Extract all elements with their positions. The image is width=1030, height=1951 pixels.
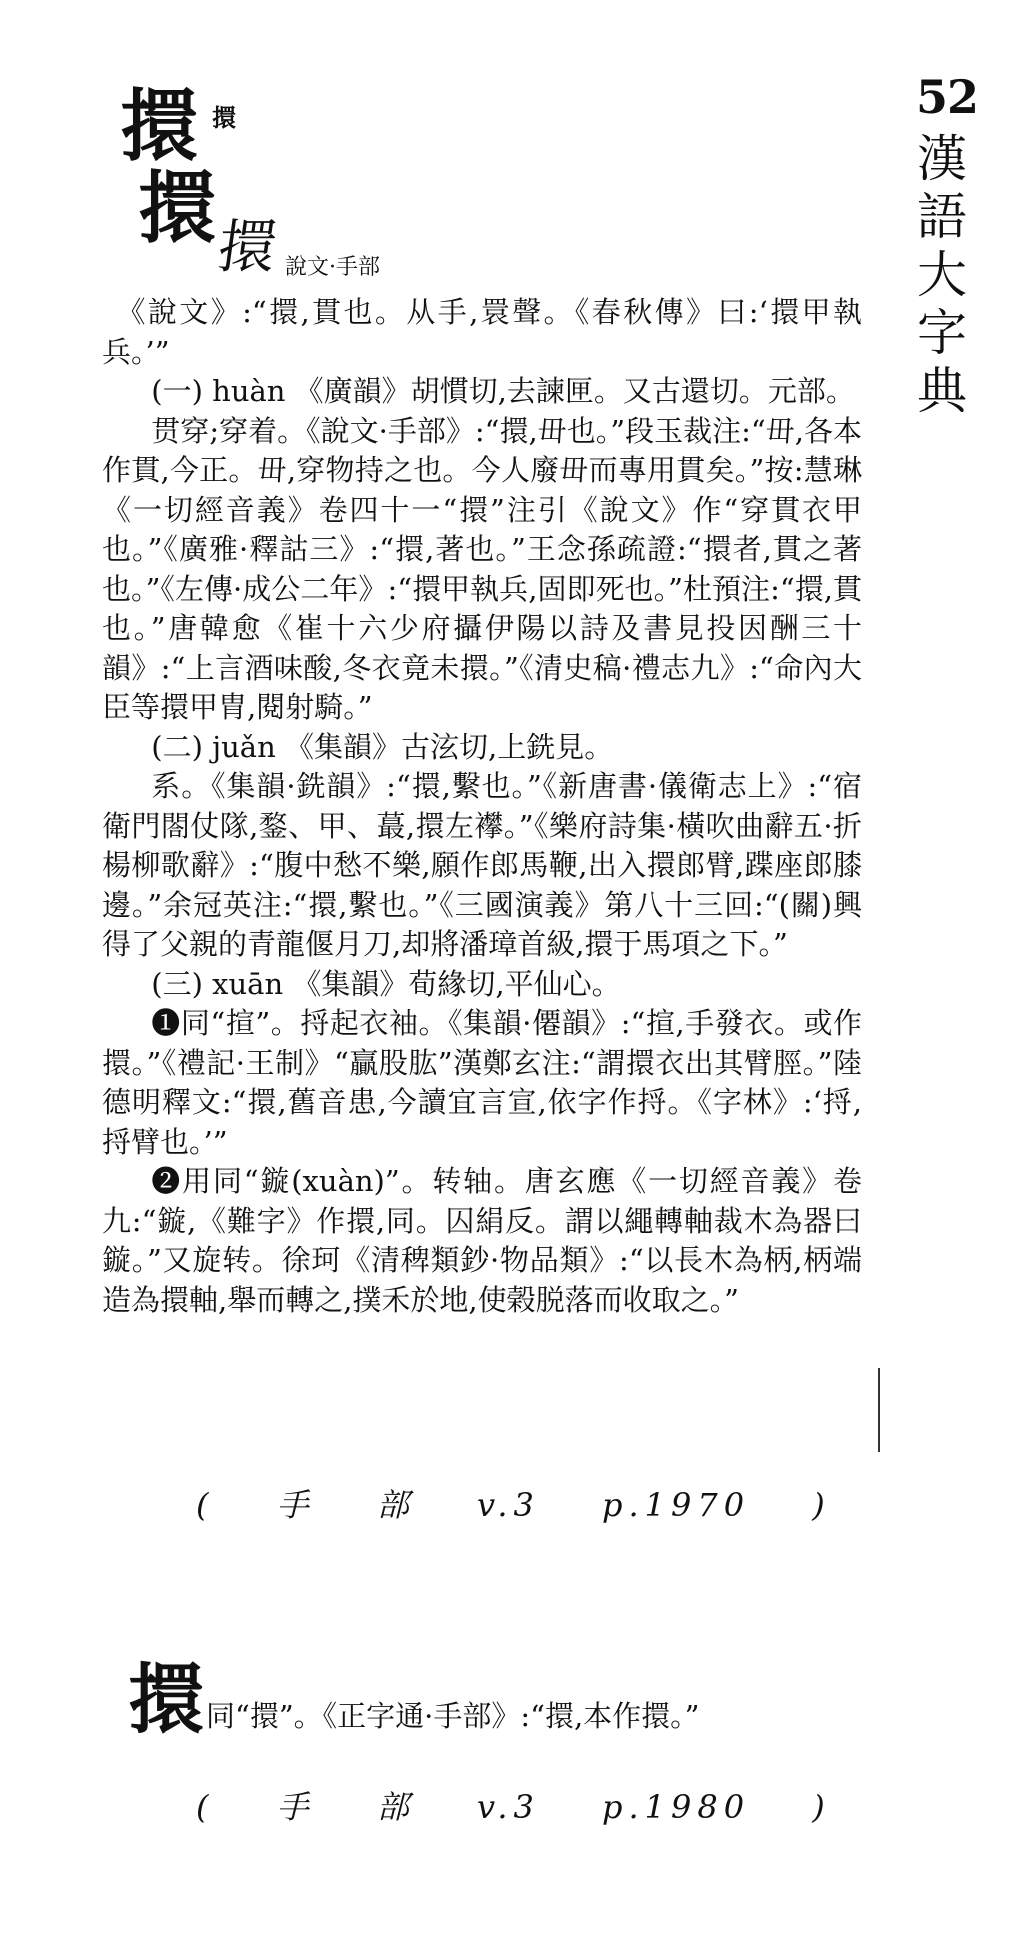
entry-2-definition: 同“擐”。《正字通·手部》:“擐,本作擐。” bbox=[206, 1699, 700, 1733]
ref-volume: v.3 bbox=[477, 1788, 540, 1826]
reading-3-header: (三) xuān 《集韻》荀緣切,平仙心。 bbox=[151, 966, 621, 1001]
ref-page: p.1980 bbox=[602, 1788, 751, 1826]
reading-2-header: (二) juǎn 《集韻》古泫切,上銑見。 bbox=[151, 729, 614, 764]
ref-close-paren: ) bbox=[812, 1788, 831, 1826]
ref-open-paren: ( bbox=[196, 1788, 215, 1826]
headword-variant: 擐 bbox=[120, 81, 199, 172]
page-number: 52 bbox=[915, 70, 978, 124]
ref-volume: v.3 bbox=[477, 1486, 540, 1524]
dictionary-title: 漢語大字典 bbox=[917, 130, 967, 420]
reading-2-definition: 系。《集韻·銑韻》:“擐,繫也。”《新唐書·儀衛志上》:“宿衛門閤仗隊,鍪、甲、蕞,擐左襻。”《樂府詩集·橫吹曲辭五·折楊柳歌辭》:“腹中愁不樂,願作郎馬鞭,出入擐郎臂,蹀座郎膝邊。”余冠英注:“擐,繫也。”《三國演義》第八十三回:“(關)興得了父親的青龍偃月刀,却將潘璋首級,擐于馬項之下。” bbox=[102, 769, 862, 961]
ref-radical: 手 bbox=[276, 1788, 315, 1826]
headword-entry-2: 擐 bbox=[128, 1655, 204, 1744]
reading-1-header: (一) huàn 《廣韻》胡慣切,去諫匣。又古還切。元部。 bbox=[151, 374, 855, 408]
ref-page: p.1970 bbox=[602, 1486, 751, 1524]
reading-3-sense-1: ❶同“揎”。捋起衣袖。《集韻·僊韻》:“揎,手發衣。或作擐。”《禮記·王制》“贏股肱”漢鄭玄注:“謂擐衣出其臂脛。”陸德明釋文:“擐,舊音患,今讀宜言宣,依字作捋。《字林》:‘捋,捋臂也。’” bbox=[102, 1006, 862, 1159]
handwritten-reference-1 bbox=[196, 1480, 831, 1526]
handwritten-reference-2 bbox=[196, 1782, 831, 1828]
reading-3-sense-2: ❷用同“鏇(xuàn)”。转轴。唐玄應《一切經音義》卷九:“鏇,《難字》作擐,同。囚絹反。謂以繩轉軸裁木為器曰鏇。”又旋转。徐珂《清稗類鈔·物品類》:“以長木為柄,柄端造為擐軸,舉而轉之,撲禾於地,使榖脱落而收取之。” bbox=[102, 1164, 862, 1317]
ref-close-paren: ) bbox=[812, 1486, 831, 1524]
headword-small-form: 擐 bbox=[212, 103, 236, 132]
seal-script-source: 說文·手部 bbox=[285, 255, 380, 280]
ref-section: 部 bbox=[376, 1486, 415, 1524]
reading-1-definition: 贯穿;穿着。《說文·手部》:“擐,毌也。”段玉裁注:“毌,各本作貫,今正。毌,穿物持之也。今人廢毌而專用貫矣。”按:慧琳《一切經音義》卷四十一“擐”注引《說文》作“穿貫衣甲也。”《廣雅·釋詁三》:“擐,著也。”王念孫疏證:“擐者,貫之著也。”《左傳·成公二年》:“擐甲執兵,固即死也。”杜預注:“擐,貫也。”唐韓愈《崔十六少府攝伊陽以詩及書見投因酬三十韻》:“上言酒味酸,冬衣竟未擐。”《清史稿·禮志九》:“命內大臣等擐甲胄,閱射騎。” bbox=[102, 413, 862, 724]
shuowen-citation: 《說文》:“擐,貫也。从手,睘聲。《春秋傳》曰:‘擐甲執兵。’” bbox=[102, 295, 862, 369]
headword-main: 擐 bbox=[138, 163, 217, 254]
seal-script-glyph: 擐 bbox=[213, 213, 281, 281]
entry-body bbox=[102, 293, 862, 1320]
ref-section: 部 bbox=[376, 1788, 415, 1826]
ref-open-paren: ( bbox=[196, 1486, 215, 1524]
margin-mark bbox=[878, 1368, 880, 1452]
ref-radical: 手 bbox=[276, 1486, 315, 1524]
